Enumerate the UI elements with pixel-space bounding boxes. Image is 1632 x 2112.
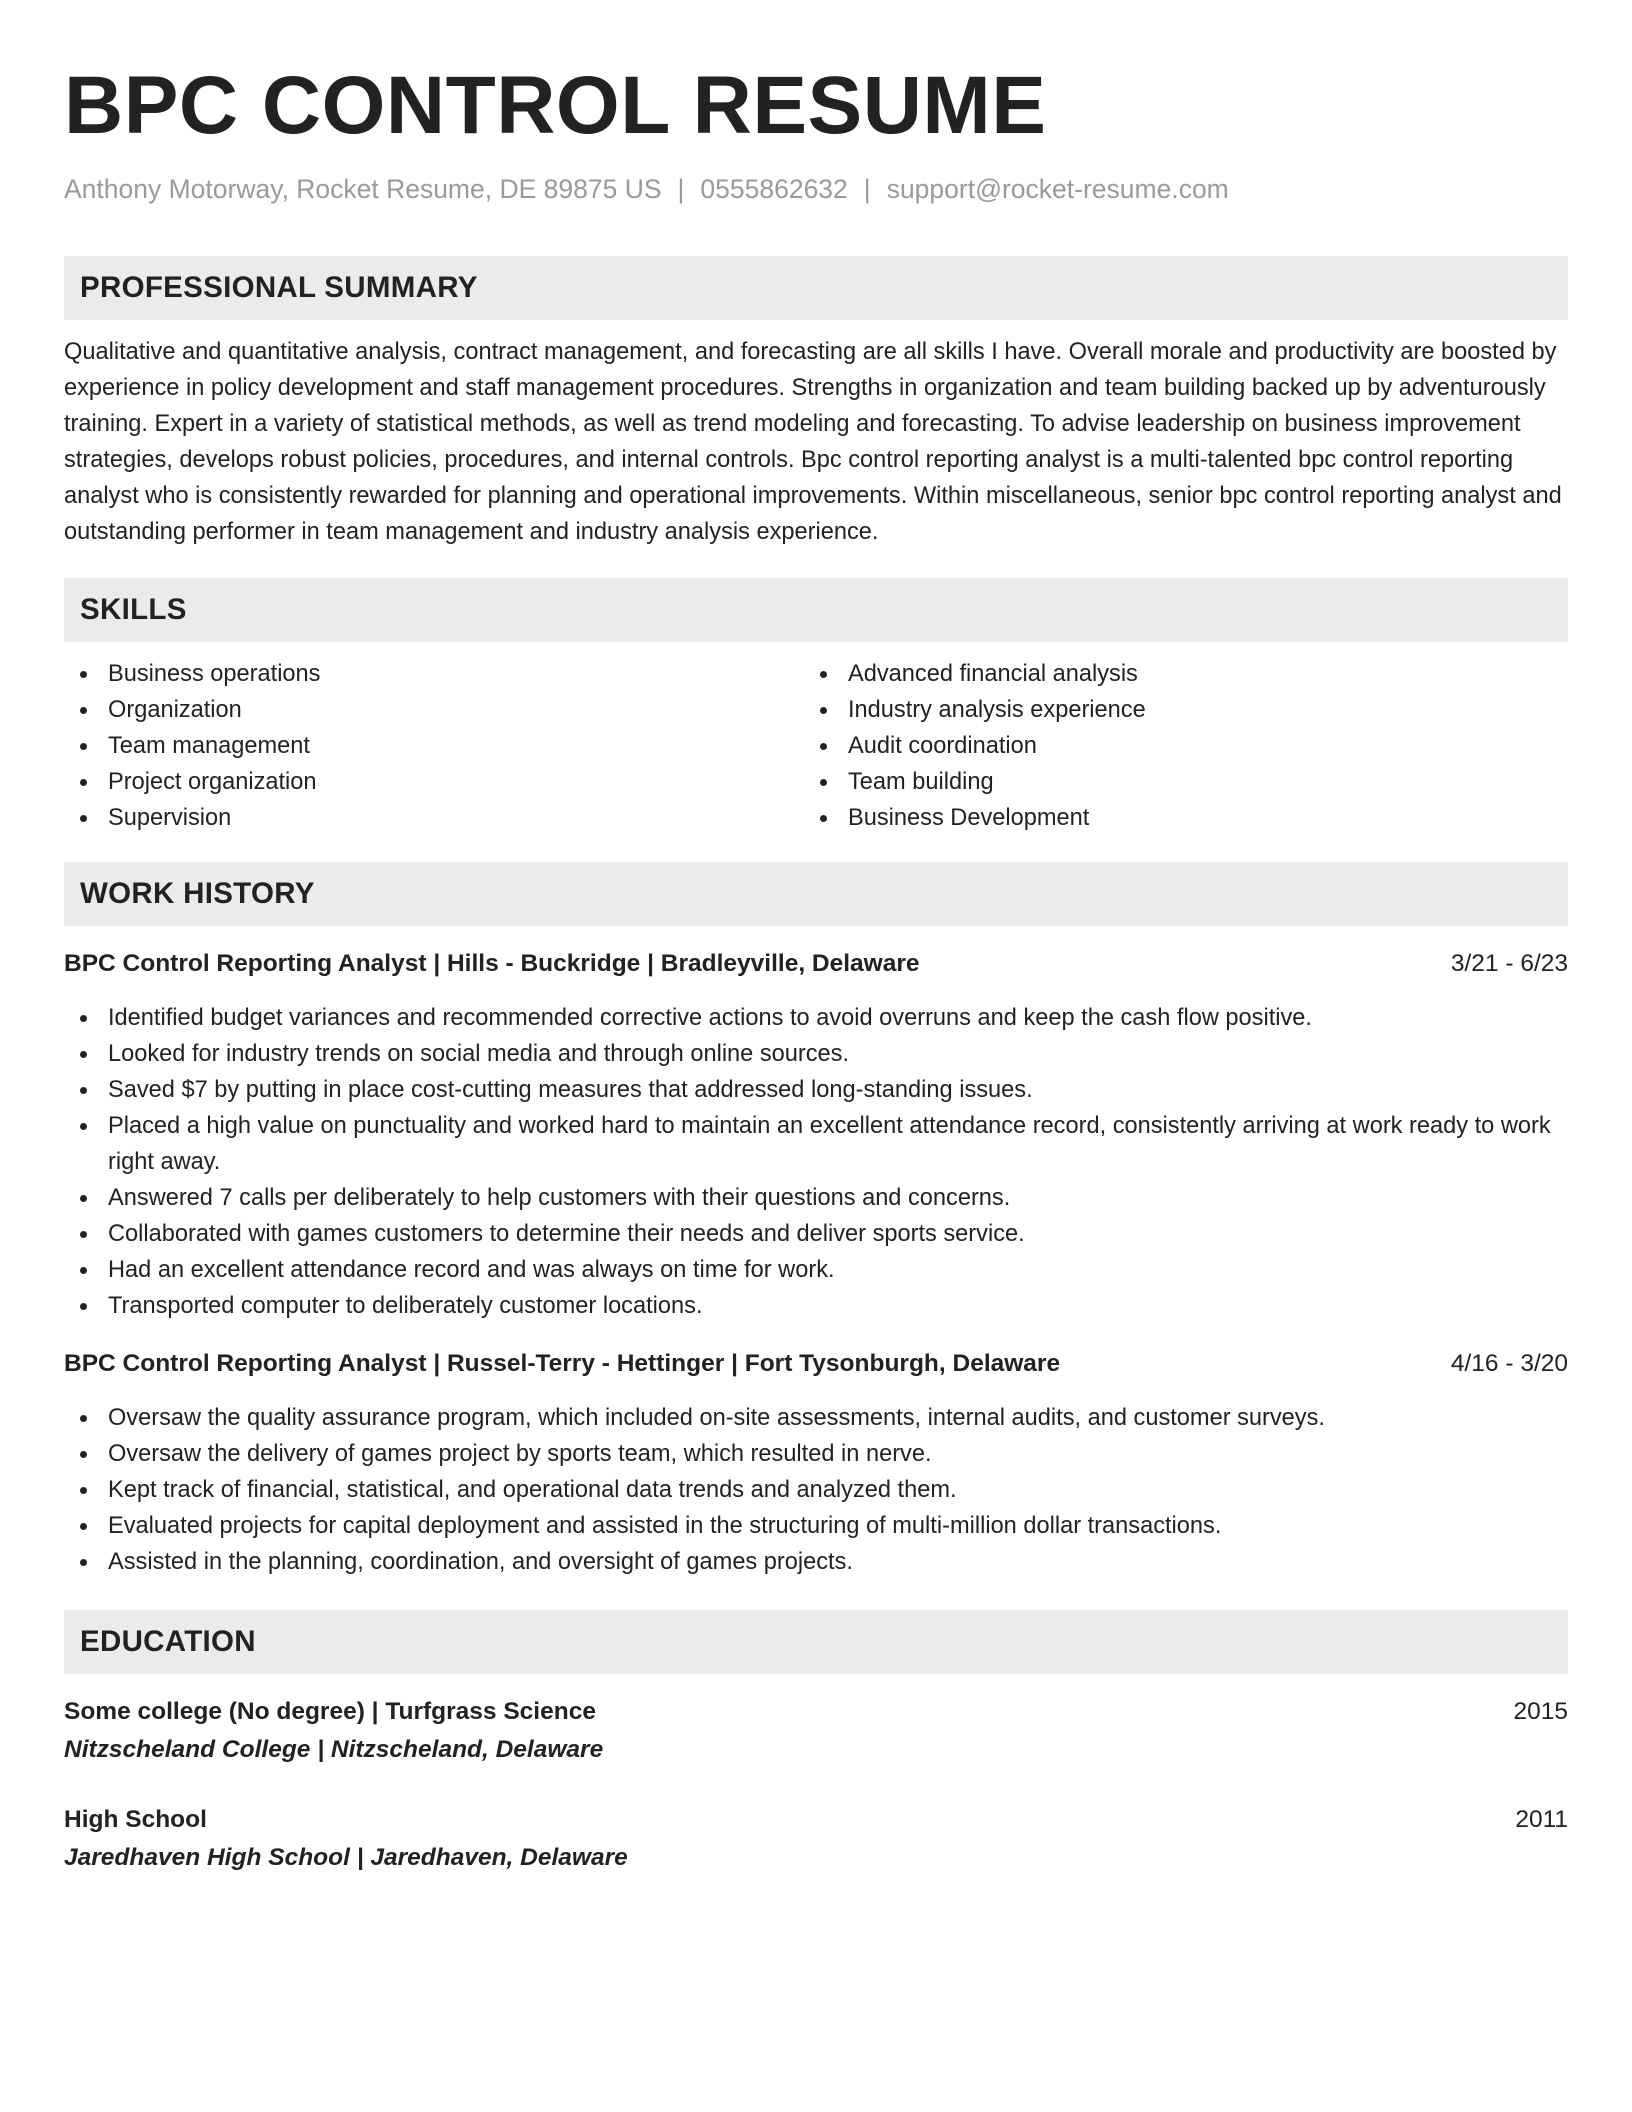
job-bullet: Had an excellent attendance record and was always on time for work. xyxy=(64,1252,1568,1288)
job-heading xyxy=(64,946,1568,982)
section-header-work-history: WORK HISTORY xyxy=(64,862,1568,926)
education-degree: Some college (No degree) | Turfgrass Science xyxy=(64,1698,596,1725)
skill-item: Team management xyxy=(64,728,804,764)
education-heading xyxy=(64,1802,1568,1838)
skill-item: Business operations xyxy=(64,656,804,692)
education-year: 2015 xyxy=(1513,1698,1568,1725)
skills-column-left xyxy=(64,656,804,836)
contact-phone: 0555862632 xyxy=(700,174,848,204)
contact-email: support@rocket-resume.com xyxy=(886,174,1229,204)
contact-address: Anthony Motorway, Rocket Resume, DE 89875 US xyxy=(64,174,662,204)
skill-item: Organization xyxy=(64,692,804,728)
job-dates: 4/16 - 3/20 xyxy=(1450,1350,1568,1377)
education-school: Jaredhaven High School | Jaredhaven, Delaware xyxy=(64,1844,628,1871)
skill-item: Project organization xyxy=(64,764,804,800)
education-degree: High School xyxy=(64,1806,207,1833)
job-bullet: Oversaw the delivery of games project by sports team, which resulted in nerve. xyxy=(64,1436,1568,1472)
summary-text: Qualitative and quantitative analysis, contract management, and forecasting are all skills I have. Overall morale and productivity are boosted by experience in policy development and staff management procedures. Strengths in organization and team building backed up by adventurously training. Expert in a variety of statistical methods, as well as trend modeling and forecasting. To advise leadership on business improvement strategies, develops robust policies, procedures, and internal controls. Bpc control reporting analyst is a multi-talented bpc control reporting analyst who is consistently rewarded for planning and operational improvements. Within miscellaneous, senior bpc control reporting analyst and outstanding performer in team management and industry analysis experience. xyxy=(64,339,1562,545)
job-bullet: Transported computer to deliberately customer locations. xyxy=(64,1288,1568,1324)
skill-item: Business Development xyxy=(804,800,1544,836)
job-bullet: Oversaw the quality assurance program, which included on-site assessments, internal audits, and customer surveys. xyxy=(64,1400,1568,1436)
section-header-education: EDUCATION xyxy=(64,1610,1568,1674)
skill-item: Team building xyxy=(804,764,1544,800)
job-bullet: Collaborated with games customers to determine their needs and deliver sports service. xyxy=(64,1216,1568,1252)
contact-line xyxy=(64,172,1568,206)
education-year: 2011 xyxy=(1515,1806,1568,1833)
job-bullet: Identified budget variances and recommended corrective actions to avoid overruns and keep the cash flow positive. xyxy=(64,1000,1568,1036)
contact-separator: | xyxy=(677,174,685,204)
job-bullet: Placed a high value on punctuality and worked hard to maintain an excellent attendance record, consistently arriving at work ready to work right away. xyxy=(64,1108,1568,1180)
section-header-skills: SKILLS xyxy=(64,578,1568,642)
job-title: BPC Control Reporting Analyst | Hills - Buckridge | Bradleyville, Delaware xyxy=(64,950,920,977)
education-heading xyxy=(64,1694,1568,1730)
skills-grid xyxy=(64,656,1568,836)
skill-item: Industry analysis experience xyxy=(804,692,1544,728)
job-bullets xyxy=(64,1000,1568,1324)
job-bullets xyxy=(64,1400,1568,1580)
job-bullet: Looked for industry trends on social media and through online sources. xyxy=(64,1036,1568,1072)
job-title: BPC Control Reporting Analyst | Russel-Terry - Hettinger | Fort Tysonburgh, Delaware xyxy=(64,1350,1061,1377)
job-bullet: Saved $7 by putting in place cost-cutting measures that addressed long-standing issues. xyxy=(64,1072,1568,1108)
job-heading xyxy=(64,1346,1568,1382)
skills-column-right xyxy=(804,656,1544,836)
skill-item: Supervision xyxy=(64,800,804,836)
job-bullet: Kept track of financial, statistical, and operational data trends and analyzed them. xyxy=(64,1472,1568,1508)
job-bullet: Assisted in the planning, coordination, and oversight of games projects. xyxy=(64,1544,1568,1580)
education-school: Nitzscheland College | Nitzscheland, Delaware xyxy=(64,1736,604,1763)
contact-separator: | xyxy=(863,174,871,204)
resume-title: BPC CONTROL RESUME xyxy=(64,60,1047,151)
job-bullet: Answered 7 calls per deliberately to help customers with their questions and concerns. xyxy=(64,1180,1568,1216)
job-dates: 3/21 - 6/23 xyxy=(1450,950,1568,977)
job-bullet: Evaluated projects for capital deployment and assisted in the structuring of multi-million dollar transactions. xyxy=(64,1508,1568,1544)
skill-item: Audit coordination xyxy=(804,728,1544,764)
skill-item: Advanced financial analysis xyxy=(804,656,1544,692)
section-header-summary: PROFESSIONAL SUMMARY xyxy=(64,256,1568,320)
